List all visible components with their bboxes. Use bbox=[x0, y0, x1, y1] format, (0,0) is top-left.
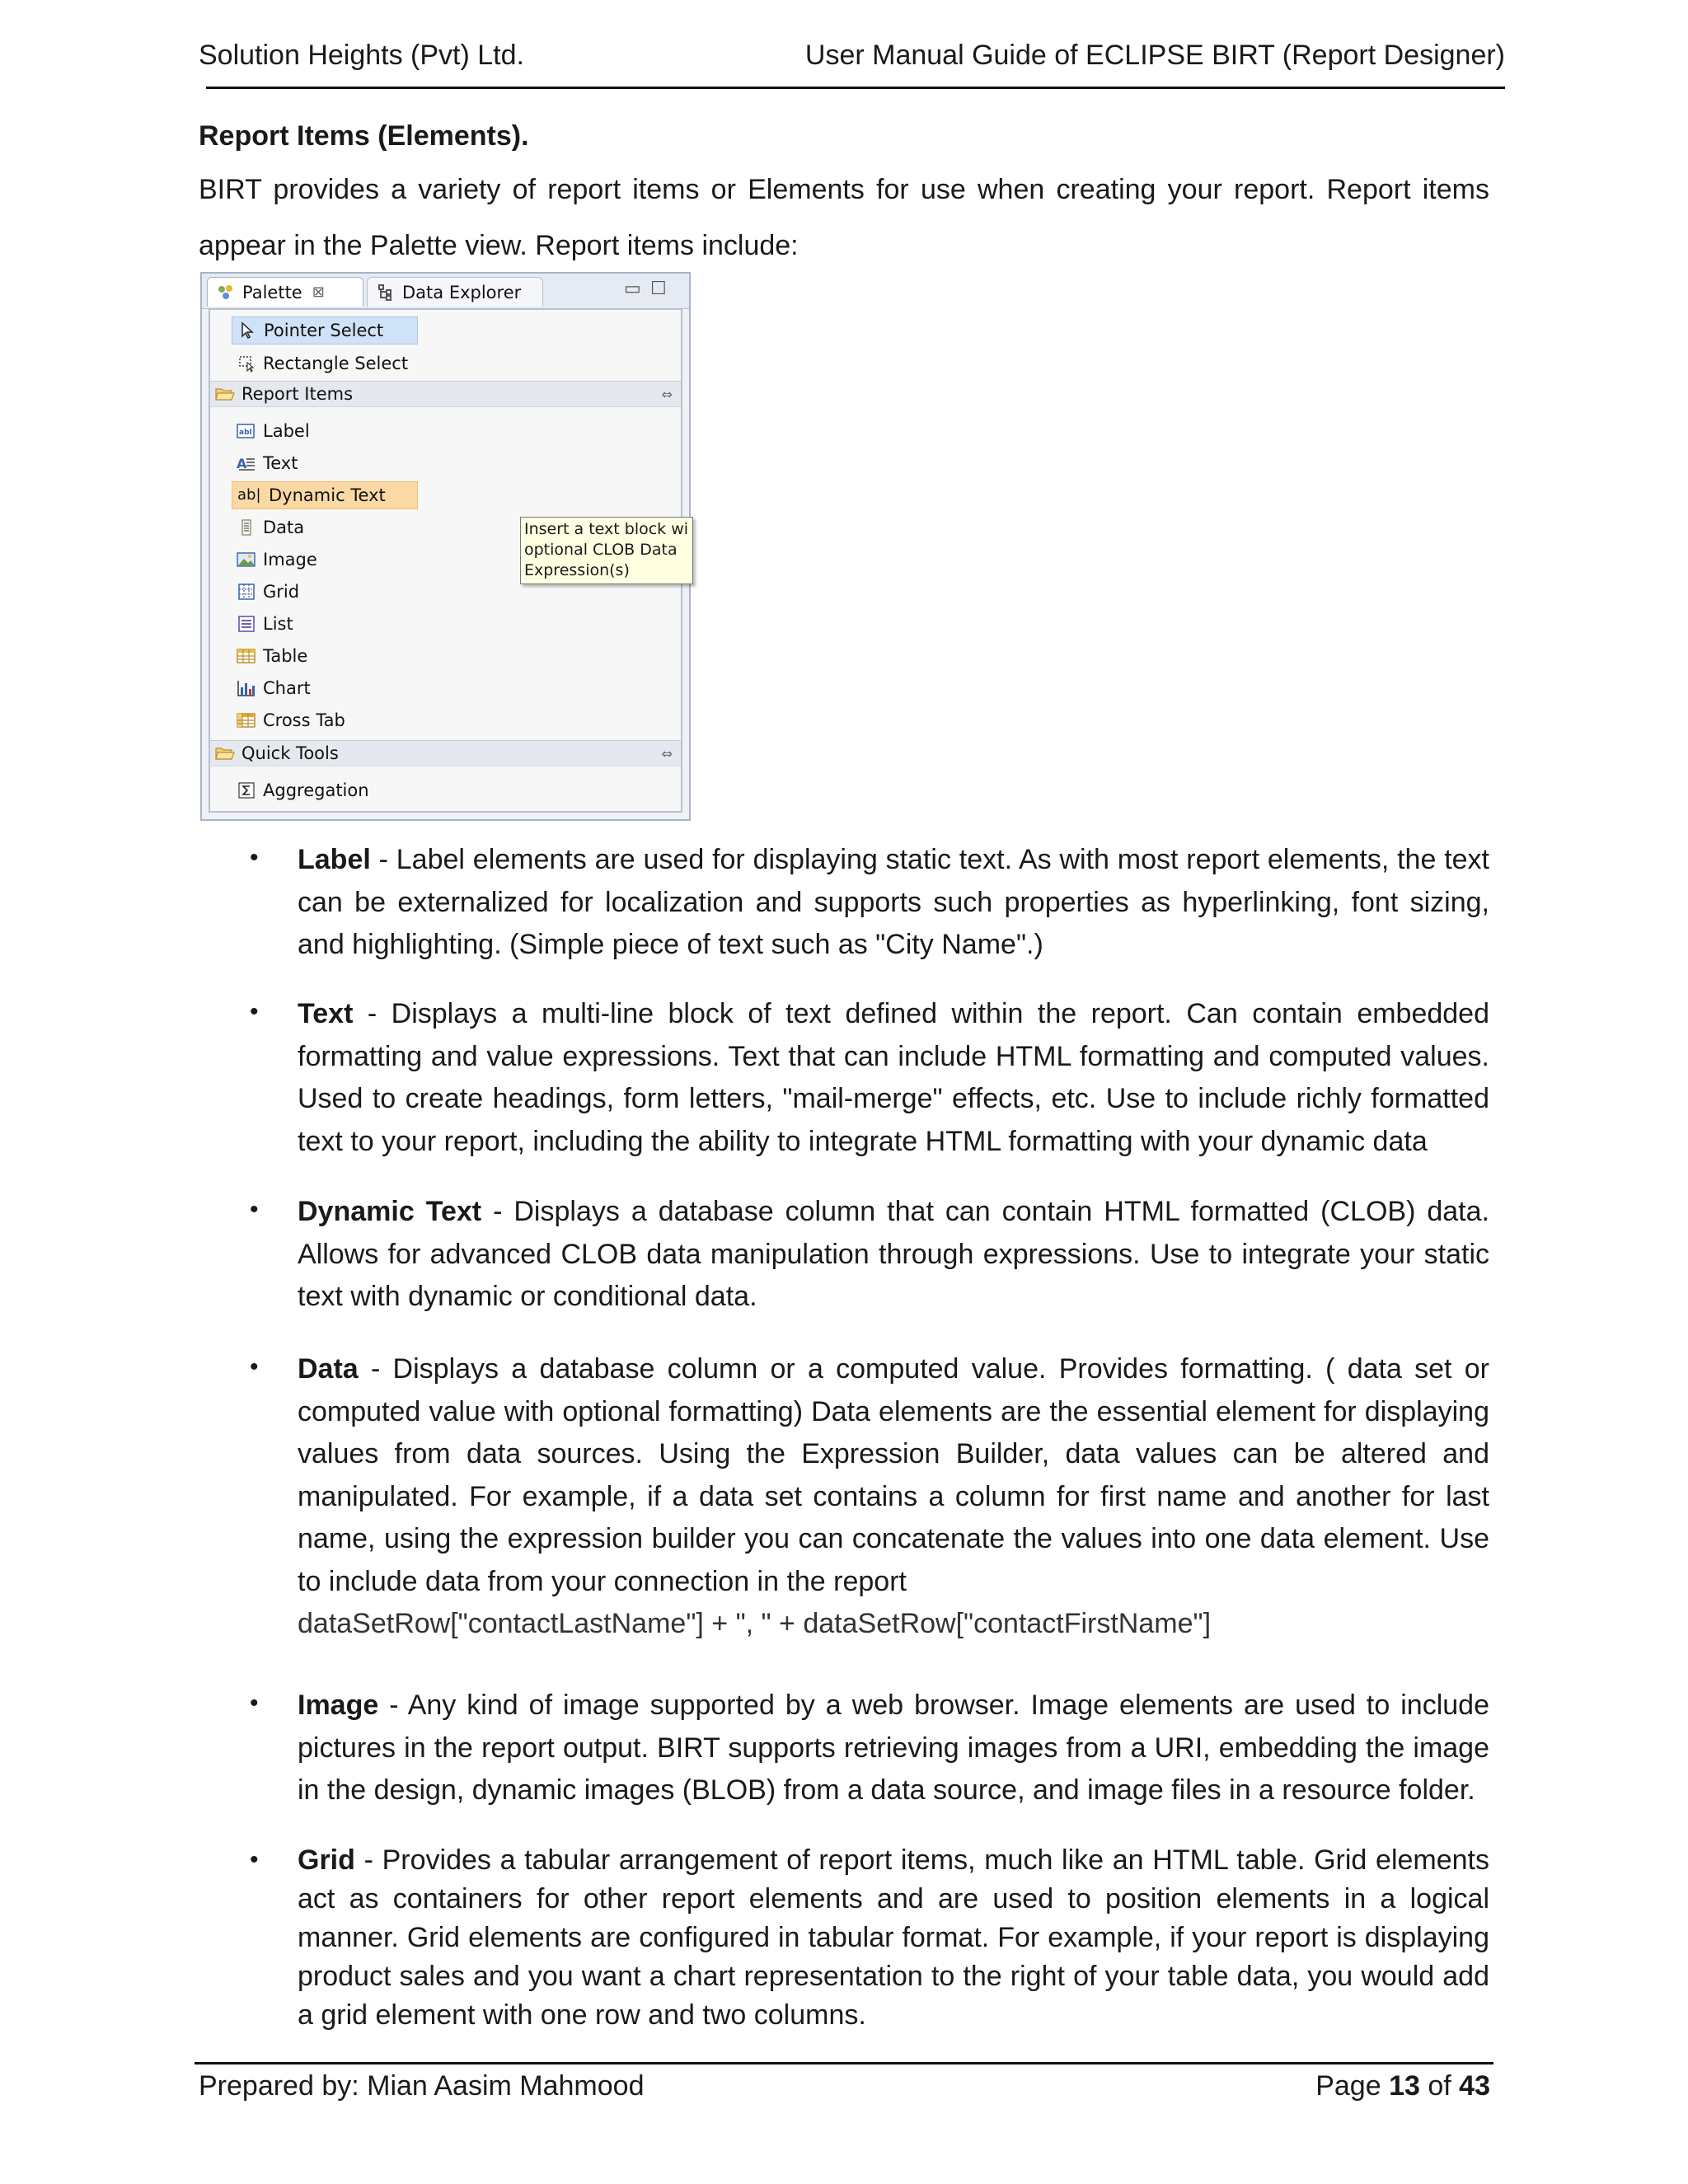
footer-prepared-by: Prepared by: Mian Aasim Mahmood bbox=[199, 2070, 645, 2102]
drawer-toggle-icon[interactable]: ⇔ bbox=[661, 745, 673, 762]
close-icon[interactable]: ⊠ bbox=[312, 284, 325, 301]
sigma-icon bbox=[237, 780, 256, 800]
bullet-dot: • bbox=[250, 1196, 259, 1223]
quick-tools-drawer-label: Quick Tools bbox=[241, 743, 339, 763]
item-description bbox=[298, 1348, 1489, 1646]
palette-item-text-text: Text bbox=[263, 453, 298, 473]
palette-item-chart[interactable] bbox=[232, 674, 446, 702]
item-text: - Provides a tabular arrangement of report items, much like an HTML table. Grid elements act as containers for other report elements and are used to position elements in a logical manner. Grid elements are configured in tabular format. For example, if your report is displaying product sales and you want a chart representation to the right of your table data, you would add a grid element with one row and two columns. bbox=[298, 1844, 1489, 2031]
tab-palette-label: Palette bbox=[242, 282, 302, 302]
item-text: - Displays a multi-line block of text defined within the report. Can contain embedded formatting and value expressions. Text that can include HTML formatting and computed values. Used to create headings, form letters, "mail-merge" effects, etc. Use to include richly formatted text to your report, including the ability to integrate HTML formatting with your dynamic data bbox=[298, 998, 1489, 1157]
image-icon bbox=[237, 550, 256, 569]
tooltip-line-1: Insert a text block wi bbox=[524, 520, 689, 538]
palette-item-cross-tab[interactable] bbox=[232, 706, 446, 734]
svg-text:abI: abI bbox=[239, 429, 252, 437]
item-description bbox=[298, 1841, 1489, 2035]
grid-icon bbox=[237, 582, 256, 602]
palette-item-dynamic-text[interactable] bbox=[232, 481, 418, 509]
section-title: Report Items (Elements). bbox=[199, 120, 529, 152]
bullet-dot: • bbox=[250, 1846, 259, 1873]
item-description bbox=[298, 993, 1489, 1163]
header-doc-title: User Manual Guide of ECLIPSE BIRT (Report Designer) bbox=[804, 40, 1505, 71]
list-icon bbox=[237, 614, 256, 634]
item-text: - Displays a database column that can contain HTML formatted (CLOB) data. Allows for advanced CLOB data manipulation through expressions. Use to integrate your static text with dynamic or conditional data. bbox=[298, 1196, 1489, 1312]
bullet-dot: • bbox=[250, 1353, 259, 1380]
item-description bbox=[298, 839, 1489, 967]
rectangle-select-icon bbox=[237, 354, 256, 373]
item-text: - Any kind of image supported by a web browser. Image elements are used to include pictures in the report output. BIRT supports retrieving images from a URI, embedding the image in the design, dynamic images (BLOB) from a data source, and image files in a resource folder. bbox=[298, 1690, 1489, 1806]
table-icon bbox=[237, 646, 256, 666]
palette-item-aggregation[interactable] bbox=[232, 776, 446, 804]
item-text: - Displays a database column or a computed value. Provides formatting. ( data set or computed value with optional formatting) Data elements are the essential element for displaying values from data sources. Using the Expression Builder, data values can be altered and manipulated. For example, if a data set contains a column for first name and another for last name, using the expression builder you can concatenate the values into one data element. Use to include data from your connection in the report bbox=[298, 1353, 1489, 1597]
intro-paragraph: BIRT provides a variety of report items or Elements for use when creating your report. Report items appear in the Palette view. Report items include: bbox=[199, 174, 1489, 261]
palette-item-label-text: Label bbox=[263, 421, 310, 441]
tab-data-explorer-label: Data Explorer bbox=[402, 282, 522, 302]
palette-item-image[interactable] bbox=[232, 546, 446, 574]
pointer-select-tool[interactable] bbox=[232, 316, 418, 344]
total-pages: 43 bbox=[1459, 2070, 1490, 2102]
palette-item-dynamic-text-text: Dynamic Text bbox=[269, 485, 386, 505]
svg-text:A: A bbox=[237, 456, 247, 471]
data-explorer-icon bbox=[376, 283, 396, 302]
palette-item-list[interactable] bbox=[232, 610, 446, 638]
text-icon bbox=[237, 453, 256, 473]
item-text: - Label elements are used for displaying static text. As with most report elements, the text can be externalized for localization and supports such properties as hyperlinking, font sizing, and highlighting. (Simple piece of text such as "City Name".) bbox=[298, 844, 1489, 960]
page-word: Page bbox=[1315, 2070, 1381, 2102]
folder-icon bbox=[215, 384, 235, 404]
drawer-toggle-icon[interactable]: ⇔ bbox=[661, 386, 673, 402]
crosstab-icon bbox=[237, 710, 256, 730]
palette-item-grid-text: Grid bbox=[263, 582, 300, 602]
item-term: Grid bbox=[298, 1844, 355, 1876]
palette-item-data[interactable] bbox=[232, 513, 446, 541]
palette-item-table[interactable] bbox=[232, 642, 446, 670]
palette-item-grid[interactable] bbox=[232, 578, 446, 606]
chart-icon bbox=[237, 678, 256, 698]
dynamic-text-tooltip bbox=[520, 517, 693, 584]
palette-tabbar bbox=[202, 274, 689, 309]
item-term: Label bbox=[298, 844, 371, 875]
palette-item-label[interactable] bbox=[232, 417, 446, 445]
palette-item-list-text: List bbox=[263, 614, 293, 634]
palette-item-table-text: Table bbox=[263, 646, 308, 666]
rectangle-select-tool[interactable] bbox=[232, 349, 418, 377]
item-term: Image bbox=[298, 1690, 379, 1721]
folder-icon bbox=[215, 743, 235, 763]
header-company: Solution Heights (Pvt) Ltd. bbox=[199, 40, 524, 71]
expression-example: dataSetRow["contactLastName"] + ", " + dataSetRow["contactFirstName"] bbox=[298, 1608, 1212, 1639]
quick-tools-drawer-header[interactable] bbox=[210, 740, 681, 766]
item-description bbox=[298, 1685, 1489, 1812]
item-term: Dynamic Text bbox=[298, 1196, 482, 1227]
current-page: 13 bbox=[1389, 2070, 1420, 2102]
bullet-dot: • bbox=[250, 1690, 259, 1717]
dynamic-text-icon: ab| bbox=[237, 486, 261, 504]
tab-data-explorer[interactable] bbox=[367, 277, 543, 307]
report-items-drawer-header[interactable] bbox=[210, 381, 681, 407]
palette-icon bbox=[216, 283, 236, 302]
header-rule bbox=[206, 87, 1505, 89]
tooltip-line-2: optional CLOB Data bbox=[524, 541, 678, 559]
maximize-icon[interactable]: ☐ bbox=[650, 279, 667, 299]
of-word: of bbox=[1428, 2070, 1451, 2102]
palette-item-cross-tab-text: Cross Tab bbox=[263, 710, 345, 730]
pointer-select-label: Pointer Select bbox=[264, 321, 384, 340]
report-items-drawer-label: Report Items bbox=[241, 384, 354, 404]
minimize-icon[interactable]: ▭ bbox=[624, 279, 641, 299]
palette-item-chart-text: Chart bbox=[263, 678, 311, 698]
data-icon bbox=[237, 518, 256, 537]
item-description bbox=[298, 1191, 1489, 1319]
palette-item-image-text: Image bbox=[263, 550, 317, 569]
palette-item-data-text: Data bbox=[263, 518, 305, 537]
palette-item-aggregation-text: Aggregation bbox=[263, 780, 369, 800]
tab-palette[interactable] bbox=[207, 277, 363, 307]
label-icon bbox=[237, 421, 256, 441]
palette-item-text[interactable] bbox=[232, 449, 446, 477]
footer-page-number bbox=[1315, 2070, 1490, 2102]
bullet-dot: • bbox=[250, 998, 259, 1025]
bullet-dot: • bbox=[250, 844, 259, 871]
rectangle-select-label: Rectangle Select bbox=[263, 354, 409, 373]
pointer-icon bbox=[237, 321, 257, 340]
item-term: Data bbox=[298, 1353, 359, 1385]
item-term: Text bbox=[298, 998, 354, 1029]
tooltip-line-3: Expression(s) bbox=[524, 561, 630, 579]
footer-rule bbox=[195, 2062, 1493, 2064]
